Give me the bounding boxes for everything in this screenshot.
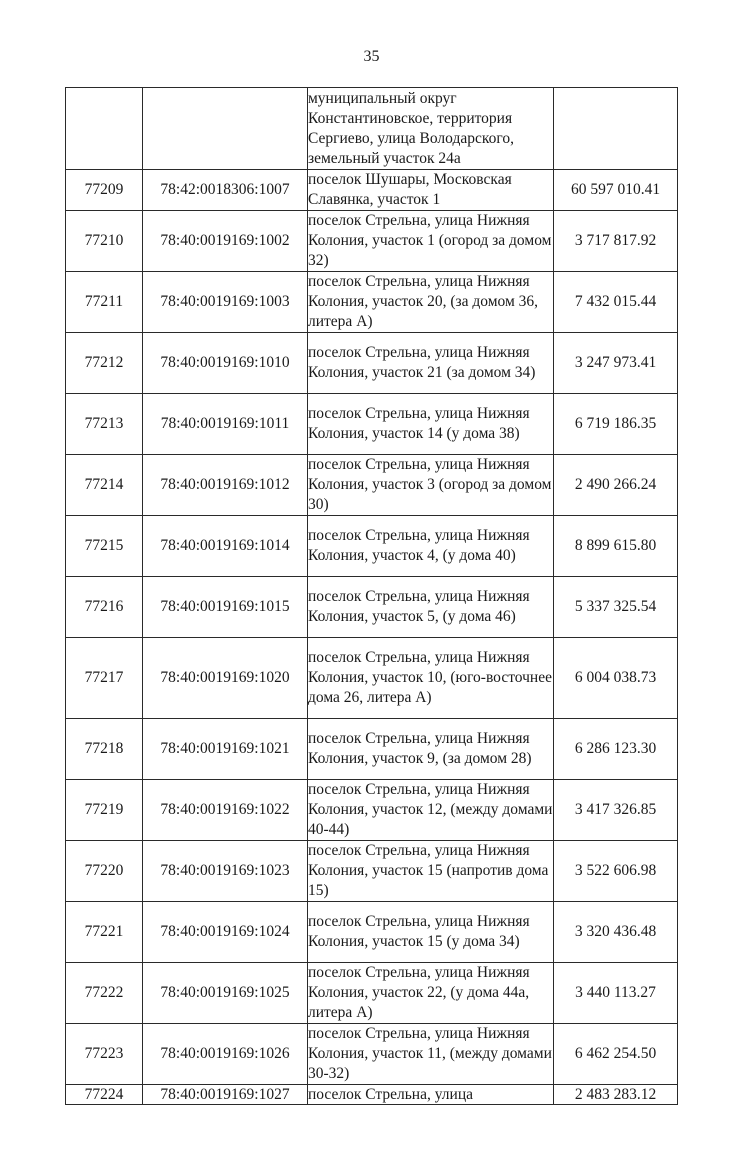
row-number: 77213 — [66, 394, 143, 455]
address-cell: поселок Стрельна, улица Нижняя Колония, участок 3 (огород за домом 30) — [308, 455, 554, 516]
cadastral-number: 78:42:0018306:1007 — [143, 170, 308, 211]
row-number: 77216 — [66, 577, 143, 638]
table-row — [66, 577, 678, 638]
row-number: 77209 — [66, 170, 143, 211]
table-row — [66, 516, 678, 577]
value-cell: 60 597 010.41 — [554, 170, 678, 211]
address-cell: поселок Стрельна, улица Нижняя Колония, участок 4, (у дома 40) — [308, 516, 554, 577]
address-cell: поселок Стрельна, улица Нижняя Колония, участок 22, (у дома 44а, литера А) — [308, 963, 554, 1024]
table-row — [66, 780, 678, 841]
address-cell: поселок Стрельна, улица Нижняя Колония, участок 15 (у дома 34) — [308, 902, 554, 963]
cadastral-number: 78:40:0019169:1014 — [143, 516, 308, 577]
cadastral-number: 78:40:0019169:1023 — [143, 841, 308, 902]
table-row — [66, 841, 678, 902]
address-cell: поселок Стрельна, улица Нижняя Колония, участок 5, (у дома 46) — [308, 577, 554, 638]
table-row — [66, 88, 678, 170]
value-cell: 6 719 186.35 — [554, 394, 678, 455]
row-number: 77211 — [66, 272, 143, 333]
cadastral-number: 78:40:0019169:1002 — [143, 211, 308, 272]
table-row — [66, 1024, 678, 1085]
table-row — [66, 719, 678, 780]
value-cell: 3 247 973.41 — [554, 333, 678, 394]
value-cell: 3 717 817.92 — [554, 211, 678, 272]
table-row — [66, 170, 678, 211]
row-number: 77222 — [66, 963, 143, 1024]
row-number: 77220 — [66, 841, 143, 902]
row-number: 77212 — [66, 333, 143, 394]
value-cell: 2 483 283.12 — [554, 1085, 678, 1105]
value-cell: 2 490 266.24 — [554, 455, 678, 516]
value-cell: 7 432 015.44 — [554, 272, 678, 333]
table-row — [66, 1085, 678, 1105]
table-row — [66, 333, 678, 394]
value-cell: 6 004 038.73 — [554, 638, 678, 719]
value-cell: 3 440 113.27 — [554, 963, 678, 1024]
cadastral-number: 78:40:0019169:1025 — [143, 963, 308, 1024]
address-cell: поселок Стрельна, улица Нижняя Колония, участок 12, (между домами 40-44) — [308, 780, 554, 841]
value-cell: 3 522 606.98 — [554, 841, 678, 902]
address-cell: поселок Шушары, Московская Славянка, участок 1 — [308, 170, 554, 211]
land-plots-table — [65, 87, 678, 1105]
address-cell: поселок Стрельна, улица Нижняя Колония, участок 20, (за домом 36, литера А) — [308, 272, 554, 333]
cadastral-number: 78:40:0019169:1024 — [143, 902, 308, 963]
table-row — [66, 211, 678, 272]
value-cell: 3 320 436.48 — [554, 902, 678, 963]
row-number: 77215 — [66, 516, 143, 577]
address-cell: поселок Стрельна, улица Нижняя Колония, участок 15 (напротив дома 15) — [308, 841, 554, 902]
cadastral-number: 78:40:0019169:1003 — [143, 272, 308, 333]
value-cell: 6 462 254.50 — [554, 1024, 678, 1085]
table-row — [66, 963, 678, 1024]
row-number: 77224 — [66, 1085, 143, 1105]
address-cell: муниципальный округ Константиновское, территория Сергиево, улица Володарского, земельный участок 24а — [308, 88, 554, 170]
row-number: 77218 — [66, 719, 143, 780]
row-number — [66, 88, 143, 170]
row-number: 77210 — [66, 211, 143, 272]
table-row — [66, 272, 678, 333]
table-row — [66, 455, 678, 516]
value-cell: 6 286 123.30 — [554, 719, 678, 780]
cadastral-number: 78:40:0019169:1021 — [143, 719, 308, 780]
cadastral-number: 78:40:0019169:1012 — [143, 455, 308, 516]
table-row — [66, 394, 678, 455]
cadastral-number: 78:40:0019169:1015 — [143, 577, 308, 638]
row-number: 77223 — [66, 1024, 143, 1085]
row-number: 77221 — [66, 902, 143, 963]
address-cell: поселок Стрельна, улица Нижняя Колония, участок 21 (за домом 34) — [308, 333, 554, 394]
address-cell: поселок Стрельна, улица Нижняя Колония, участок 1 (огород за домом 32) — [308, 211, 554, 272]
value-cell: 5 337 325.54 — [554, 577, 678, 638]
row-number: 77217 — [66, 638, 143, 719]
address-cell: поселок Стрельна, улица — [308, 1085, 554, 1105]
cadastral-number: 78:40:0019169:1010 — [143, 333, 308, 394]
cadastral-number: 78:40:0019169:1011 — [143, 394, 308, 455]
table-row — [66, 638, 678, 719]
cadastral-number: 78:40:0019169:1022 — [143, 780, 308, 841]
value-cell: 3 417 326.85 — [554, 780, 678, 841]
cadastral-number: 78:40:0019169:1020 — [143, 638, 308, 719]
table-row — [66, 902, 678, 963]
row-number: 77219 — [66, 780, 143, 841]
address-cell: поселок Стрельна, улица Нижняя Колония, участок 9, (за домом 28) — [308, 719, 554, 780]
cadastral-number: 78:40:0019169:1026 — [143, 1024, 308, 1085]
address-cell: поселок Стрельна, улица Нижняя Колония, участок 10, (юго-восточнее дома 26, литера А) — [308, 638, 554, 719]
address-cell: поселок Стрельна, улица Нижняя Колония, участок 11, (между домами 30-32) — [308, 1024, 554, 1085]
page-number: 35 — [363, 48, 380, 65]
cadastral-number — [143, 88, 308, 170]
value-cell — [554, 88, 678, 170]
cadastral-number: 78:40:0019169:1027 — [143, 1085, 308, 1105]
row-number: 77214 — [66, 455, 143, 516]
value-cell: 8 899 615.80 — [554, 516, 678, 577]
address-cell: поселок Стрельна, улица Нижняя Колония, участок 14 (у дома 38) — [308, 394, 554, 455]
